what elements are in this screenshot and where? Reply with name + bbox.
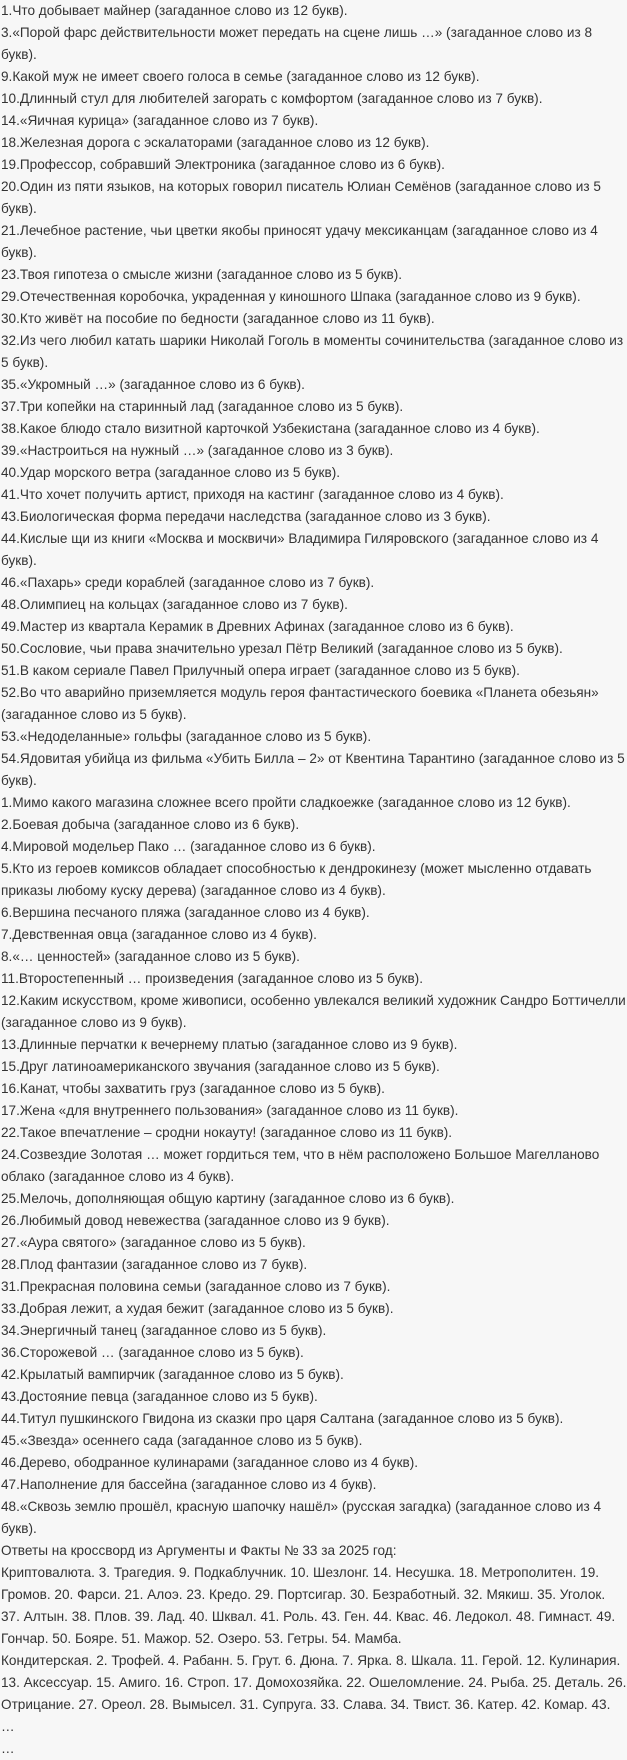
clue-item: 35.«Укромный …» (загаданное слово из 6 букв). <box>1 377 305 392</box>
clue-item: 8.«… ценностей» (загаданное слово из 5 букв). <box>1 949 300 964</box>
clue-item: 21.Лечебное растение, чьи цветки якобы приносят удачу мексиканцам (загаданное слово из 4 букв). <box>1 223 598 260</box>
clue-item: 12.Каким искусством, кроме живописи, особенно увлекался великий художник Сандро Боттичелли (загаданное слово из 9 букв). <box>1 993 626 1030</box>
clue-item: 15.Друг латиноамериканского звучания (загаданное слово из 5 букв). <box>1 1059 440 1074</box>
clue-item: 22.Такое впечатление – сродни нокауту! (загаданное слово из 11 букв). <box>1 1125 453 1140</box>
clue-item: 3.«Порой фарс действительности может передать на сцене лишь …» (загаданное слово из 8 букв). <box>1 25 593 62</box>
clue-list <box>1 0 627 1540</box>
clue-item: 19.Профессор, собравший Электроника (загаданное слово из 6 букв). <box>1 157 445 172</box>
clue-item: 18.Железная дорога с эскалаторами (загаданное слово из 12 букв). <box>1 135 430 150</box>
clue-item: 39.«Настроиться на нужный …» (загаданное слово из 3 букв). <box>1 443 394 458</box>
clue-item: 13.Длинные перчатки к вечернему платью (загаданное слово из 9 букв). <box>1 1037 458 1052</box>
clue-item: 29.Отечественная коробочка, украденная у киношного Шпака (загаданное слово из 9 букв). <box>1 289 581 304</box>
clue-item: 48.«Сквозь землю прошёл, красную шапочку нашёл» (русская загадка) (загаданное слово из 4 букв). <box>1 1499 602 1536</box>
clue-item: 40.Удар морского ветра (загаданное слово из 5 букв). <box>1 465 341 480</box>
clue-item: 48.Олимпиец на кольцах (загаданное слово из 7 букв). <box>1 597 348 612</box>
clue-item: 26.Любимый довод невежества (загаданное слово из 9 букв). <box>1 1213 390 1228</box>
clue-item: 17.Жена «для внутреннего пользования» (загаданное слово из 11 букв). <box>1 1103 459 1118</box>
clue-item: 50.Сословие, чьи права значительно урезал Пётр Великий (загаданное слово из 5 букв). <box>1 641 563 656</box>
clue-item: 42.Крылатый вампирчик (загаданное слово из 5 букв). <box>1 1367 344 1382</box>
clue-item: 54.Ядовитая убийца из фильма «Убить Билла – 2» от Квентина Тарантино (загаданное слово из 5 букв). <box>1 751 625 788</box>
clue-item: 10.Длинный стул для любителей загорать с комфортом (загаданное слово из 7 букв). <box>1 91 543 106</box>
clue-item: 1.Что добывает майнер (загаданное слово из 12 букв). <box>1 3 348 18</box>
clue-item: 45.«Звезда» осеннего сада (загаданное слово из 5 букв). <box>1 1433 363 1448</box>
clue-item: 52.Во что аварийно приземляется модуль героя фантастического боевика «Планета обезьян» (загаданное слово из 5 букв). <box>1 685 599 722</box>
clue-item: 9.Какой муж не имеет своего голоса в семье (загаданное слово из 12 букв). <box>1 69 480 84</box>
clue-item: 44.Титул пушкинского Гвидона из сказки про царя Салтана (загаданное слово из 5 букв). <box>1 1411 564 1426</box>
clue-item: 47.Наполнение для бассейна (загаданное слово из 4 букв). <box>1 1477 377 1492</box>
clue-item: 28.Плод фантазии (загаданное слово из 7 букв). <box>1 1257 308 1272</box>
trailing-ellipsis: … <box>1 1741 15 1756</box>
clue-item: 6.Вершина песчаного пляжа (загаданное слово из 4 букв). <box>1 905 370 920</box>
clue-item: 44.Кислые щи из книги «Москва и москвичи» Владимира Гиляровского (загаданное слово из 4 букв). <box>1 531 599 568</box>
clue-item: 41.Что хочет получить артист, приходя на кастинг (загаданное слово из 4 букв). <box>1 487 504 502</box>
clue-item: 14.«Яичная курица» (загаданное слово из 7 букв). <box>1 113 319 128</box>
answers-across: Криптовалюта. 3. Трагедия. 9. Подкаблучник. 10. Шезлонг. 14. Несушка. 18. Метрополитен. 19. Громов. 20. Фарси. 21. Алоэ. 23. Кредо. 29. Портсигар. 30. Безработный. 32. Мякиш. 35. Уголок. 37. Алтын. 38. Плов. 39. Лад. 40. Шквал. 41. Роль. 43. Ген. 44. Квас. 46. Ледокол. 48. Гимнаст. 49. Гончар. 50. Бояре. 51. Мажор. 52. Озеро. 53. Гетры. 54. Мамба. <box>1 1565 616 1646</box>
clue-item: 30.Кто живёт на пособие по бедности (загаданное слово из 11 букв). <box>1 311 435 326</box>
clue-item: 53.«Недоделанные» гольфы (загаданное слово из 5 букв). <box>1 729 372 744</box>
clue-item: 11.Второстепенный … произведения (загаданное слово из 5 букв). <box>1 971 423 986</box>
clue-item: 4.Мировой модельер Пако … (загаданное слово из 6 букв). <box>1 839 376 854</box>
clue-item: 37.Три копейки на старинный лад (загаданное слово из 5 букв). <box>1 399 404 414</box>
clue-item: 20.Один из пяти языков, на которых говорил писатель Юлиан Семёнов (загаданное слово из 5 букв). <box>1 179 601 216</box>
clue-item: 33.Добрая лежит, а худая бежит (загаданное слово из 5 букв). <box>1 1301 394 1316</box>
clue-item: 1.Мимо какого магазина сложнее всего пройти сладкоежке (загаданное слово из 12 букв). <box>1 795 571 810</box>
clue-item: 49.Мастер из квартала Керамик в Древних Афинах (загаданное слово из 6 букв). <box>1 619 514 634</box>
clue-item: 27.«Аура святого» (загаданное слово из 5 букв). <box>1 1235 306 1250</box>
clue-item: 36.Сторожевой … (загаданное слово из 5 букв). <box>1 1345 304 1360</box>
clue-item: 23.Твоя гипотеза о смысле жизни (загаданное слово из 5 букв). <box>1 267 403 282</box>
clue-item: 16.Канат, чтобы захватить груз (загаданное слово из 5 букв). <box>1 1081 385 1096</box>
clue-item: 2.Боевая добыча (загаданное слово из 6 букв). <box>1 817 300 832</box>
clue-item: 24.Созвездие Золотая … может гордиться тем, что в нём расположено Большое Магелланово облако (загаданное слово из 4 букв). <box>1 1147 600 1184</box>
clue-item: 5.Кто из героев комиксов обладает способностью к дендрокинезу (может мысленно отдавать приказы любому куску дерева) (загаданное слово из 4 букв). <box>1 861 592 898</box>
clue-item: 7.Девственная овца (загаданное слово из 4 букв). <box>1 927 317 942</box>
clue-item: 38.Какое блюдо стало визитной карточкой Узбекистана (загаданное слово из 4 букв). <box>1 421 540 436</box>
clue-item: 46.Дерево, ободранное кулинарами (загаданное слово из 4 букв). <box>1 1455 419 1470</box>
clue-item: 51.В каком сериале Павел Прилучный опера играет (загаданное слово из 5 букв). <box>1 663 520 678</box>
answers-down: Кондитерская. 2. Трофей. 4. Рабанн. 5. Грут. 6. Дюна. 7. Ярка. 8. Шкала. 11. Герой. 12. Кулинария. 13. Аксессуар. 15. Амиго. 16. Строп. 17. Домохозяйка. 22. Ошеломление. 24. Рыба. 25. Деталь. 26. Отрицание. 27. Ореол. 28. Вымысел. 31. Супруга. 33. Слава. 34. Твист. 36. Катер. 42. Комар. 43. … <box>1 1653 627 1734</box>
clue-item: 43.Достояние певца (загаданное слово из 5 букв). <box>1 1389 318 1404</box>
clue-item: 34.Энергичный танец (загаданное слово из 5 букв). <box>1 1323 327 1338</box>
clue-item: 43.Биологическая форма передачи наследства (загаданное слово из 3 букв). <box>1 509 491 524</box>
clue-item: 32.Из чего любил катать шарики Николай Гоголь в моменты сочинительства (загаданное слово из 5 букв). <box>1 333 624 370</box>
answers-heading: Ответы на кроссворд из Аргументы и Факты № 33 за 2025 год: <box>1 1543 397 1558</box>
clue-item: 46.«Пахарь» среди кораблей (загаданное слово из 7 букв). <box>1 575 375 590</box>
clue-item: 31.Прекрасная половина семьи (загаданное слово из 7 букв). <box>1 1279 391 1294</box>
clue-item: 25.Мелочь, дополняющая общую картину (загаданное слово из 6 букв). <box>1 1191 455 1206</box>
